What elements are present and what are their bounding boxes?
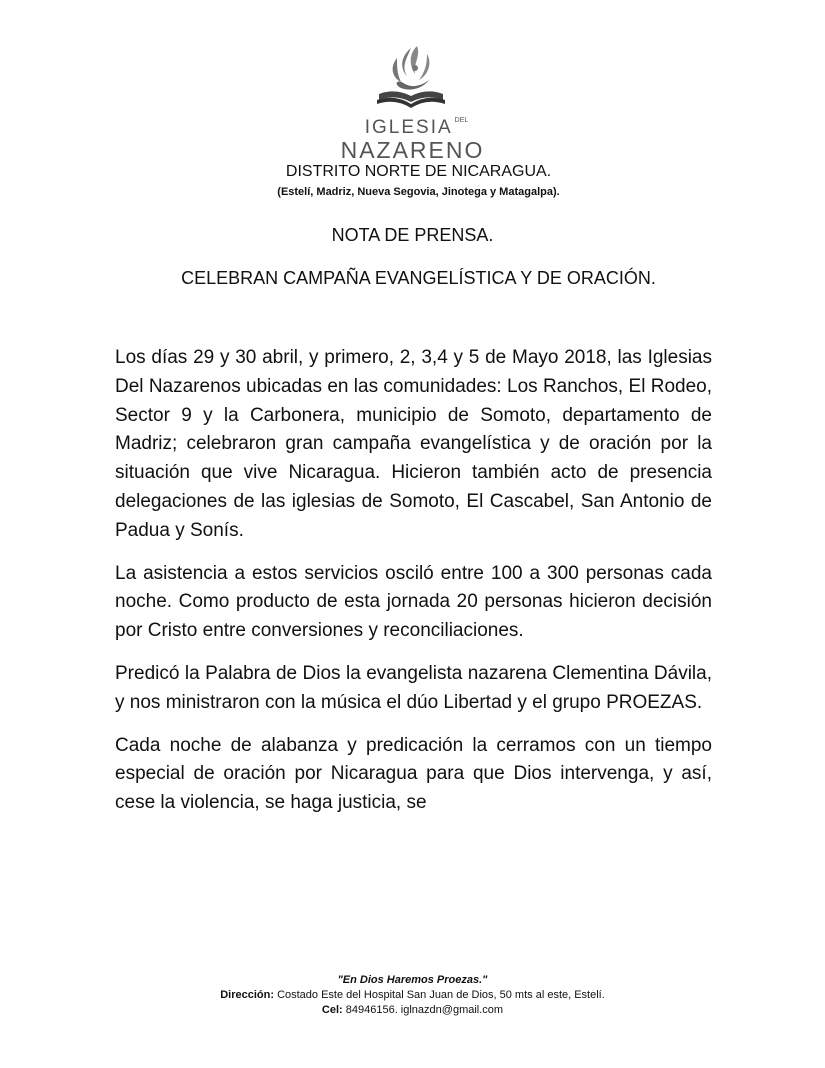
footer-address [0, 988, 825, 1003]
footer-phone-email: 84946156. iglnazdn@gmail.com [345, 1004, 504, 1016]
body-paragraph: Predicó la Palabra de Dios la evangelista nazarena Clementina Dávila, y nos ministraron con la música el dúo Libertad y el grupo PROEZAS. [115, 662, 712, 713]
footer-contact [0, 1003, 825, 1018]
document-body [115, 344, 712, 832]
footer-motto: "En Dios Haremos Proezas." [337, 974, 488, 986]
body-paragraph: Cada noche de alabanza y predicación la cerramos con un tiempo especial de oración por Nicaragua para que Dios intervenga, y así, cese la violencia, se haga justicia, se [115, 734, 712, 814]
body-paragraph: La asistencia a estos servicios osciló entre 100 a 300 personas cada noche. Como producto de esta jornada 20 personas hicieron decisión por Cristo entre conversiones y reconciliaciones. [115, 562, 712, 642]
district-title: DISTRITO NORTE DE NICARAGUA. [285, 163, 552, 180]
page-footer [0, 973, 825, 1018]
logo-wordmark-del: DEL [454, 117, 469, 124]
body-paragraph: Los días 29 y 30 abril, y primero, 2, 3,4 y 5 de Mayo 2018, las Iglesias Del Nazarenos ubicadas en las comunidades: Los Ranchos, El Rodeo, Sector 9 y la Carbonera, municipio de Somoto, departamento de Madriz; celebraron gran campaña evangelística y de oración por la situación que vive Nicaragua. Hicieron también acto de presencia delegaciones de las iglesias de Somoto, El Cascabel, San Antonio de Padua y Sonís. [115, 347, 712, 541]
district-regions: (Estelí, Madriz, Nueva Segovia, Jinotega y Matagalpa). [277, 186, 560, 198]
logo-wordmark-iglesia: IGLESIA $^{DEL}$ [364, 117, 469, 138]
footer-phone-label: Cel: [321, 1004, 343, 1016]
document-headline: CELEBRAN CAMPAÑA EVANGELÍSTICA Y DE ORACIÓN. [181, 268, 656, 288]
logo-wordmark-nazareno: NAZARENO [340, 137, 485, 163]
flame-book-logo-icon [371, 44, 451, 116]
footer-address-text: Costado Este del Hospital San Juan de Dios, 50 mts al este, Estelí. [277, 989, 605, 1001]
document-label: NOTA DE PRENSA. [331, 225, 494, 245]
footer-address-label: Dirección: [220, 989, 274, 1001]
